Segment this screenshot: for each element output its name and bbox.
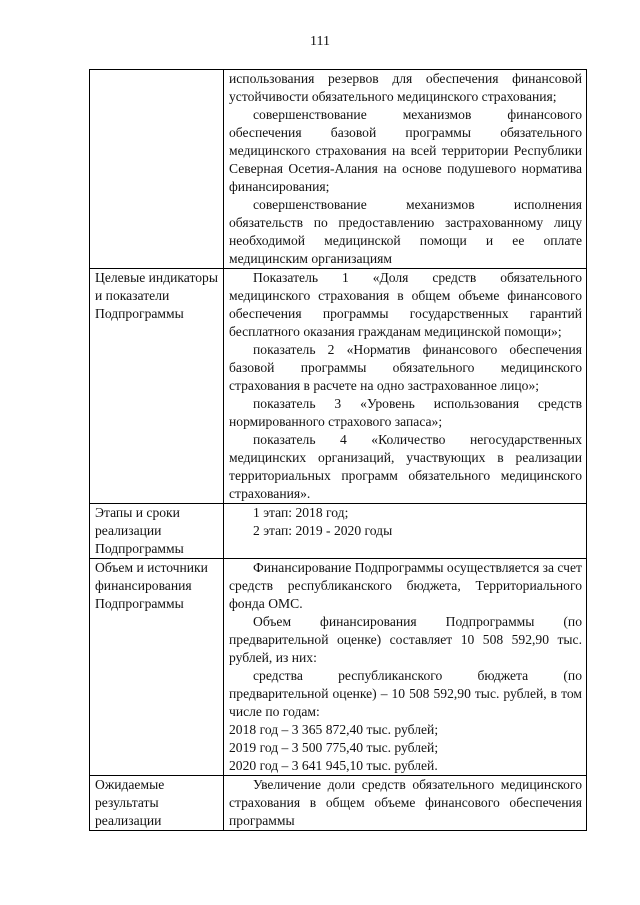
- paragraph: 2019 год – 3 500 775,40 тыс. рублей;: [229, 740, 439, 755]
- row-content-cell: [224, 776, 587, 831]
- table-row: [90, 504, 587, 559]
- row-label-cell: Ожидаемые результаты реализации: [90, 776, 224, 831]
- table-row: [90, 559, 587, 776]
- paragraph: показатель 3 «Уровень использования средств нормированного страхового запаса»;: [229, 396, 582, 429]
- row-label-cell: [90, 70, 224, 269]
- table-row: [90, 776, 587, 831]
- paragraph: Объем финансирования Подпрограммы (по предварительной оценке) составляет 10 508 592,90 тыс. рублей, из них:: [229, 614, 582, 665]
- row-content-cell: [224, 559, 587, 776]
- paragraph: средства республиканского бюджета (по предварительной оценке) – 10 508 592,90 тыс. рублей, в том числе по годам:: [229, 668, 582, 719]
- paragraph: 1 этап: 2018 год;: [253, 505, 349, 520]
- paragraph: 2018 год – 3 365 872,40 тыс. рублей;: [229, 722, 439, 737]
- table-body: [90, 70, 587, 831]
- passport-table: [89, 69, 587, 831]
- paragraph: 2020 год – 3 641 945,10 тыс. рублей.: [229, 758, 438, 773]
- paragraph: Увеличение доли средств обязательного медицинского страхования в общем объеме финансового обеспечения программы: [229, 777, 582, 828]
- paragraph: Финансирование Подпрограммы осуществляется за счет средств республиканского бюджета, Территориального фонда ОМС.: [229, 560, 582, 611]
- page-number: 111: [310, 34, 330, 49]
- table-row: [90, 269, 587, 504]
- paragraph: Показатель 1 «Доля средств обязательного медицинского страхования в общем объеме финансового обеспечения программы государственных гарантий бесплатного оказания гражданам медицинской помощи»;: [229, 270, 582, 339]
- table-row: [90, 70, 587, 269]
- paragraph: показатель 2 «Норматив финансового обеспечения базовой программы обязательного медицинского страхования в расчете на одно застрахованное лицо»;: [229, 342, 582, 393]
- paragraph: 2 этап: 2019 - 2020 годы: [253, 523, 393, 538]
- row-label-cell: Объем и источники финансирования Подпрограммы: [90, 559, 224, 776]
- paragraph: совершенствование механизмов финансового обеспечения базовой программы обязательного медицинского страхования на всей территории Республики Северная Осетия-Алания на основе подушевого норматива финансирования;: [229, 107, 582, 194]
- row-label-cell: Этапы и сроки реализации Подпрограммы: [90, 504, 224, 559]
- paragraph: использования резервов для обеспечения финансовой устойчивости обязательного медицинского страхования;: [229, 71, 582, 104]
- row-content-cell: [224, 70, 587, 269]
- paragraph: показатель 4 «Количество негосударственных медицинских организаций, участвующих в реализации территориальных программ обязательного медицинского страхования».: [229, 432, 582, 501]
- row-content-cell: [224, 504, 587, 559]
- row-content-cell: [224, 269, 587, 504]
- paragraph: совершенствование механизмов исполнения обязательств по предоставлению застрахованному лицу необходимой медицинской помощи и ее оплате медицинским организациям: [229, 197, 582, 266]
- row-label-cell: Целевые индикаторы и показатели Подпрограммы: [90, 269, 224, 504]
